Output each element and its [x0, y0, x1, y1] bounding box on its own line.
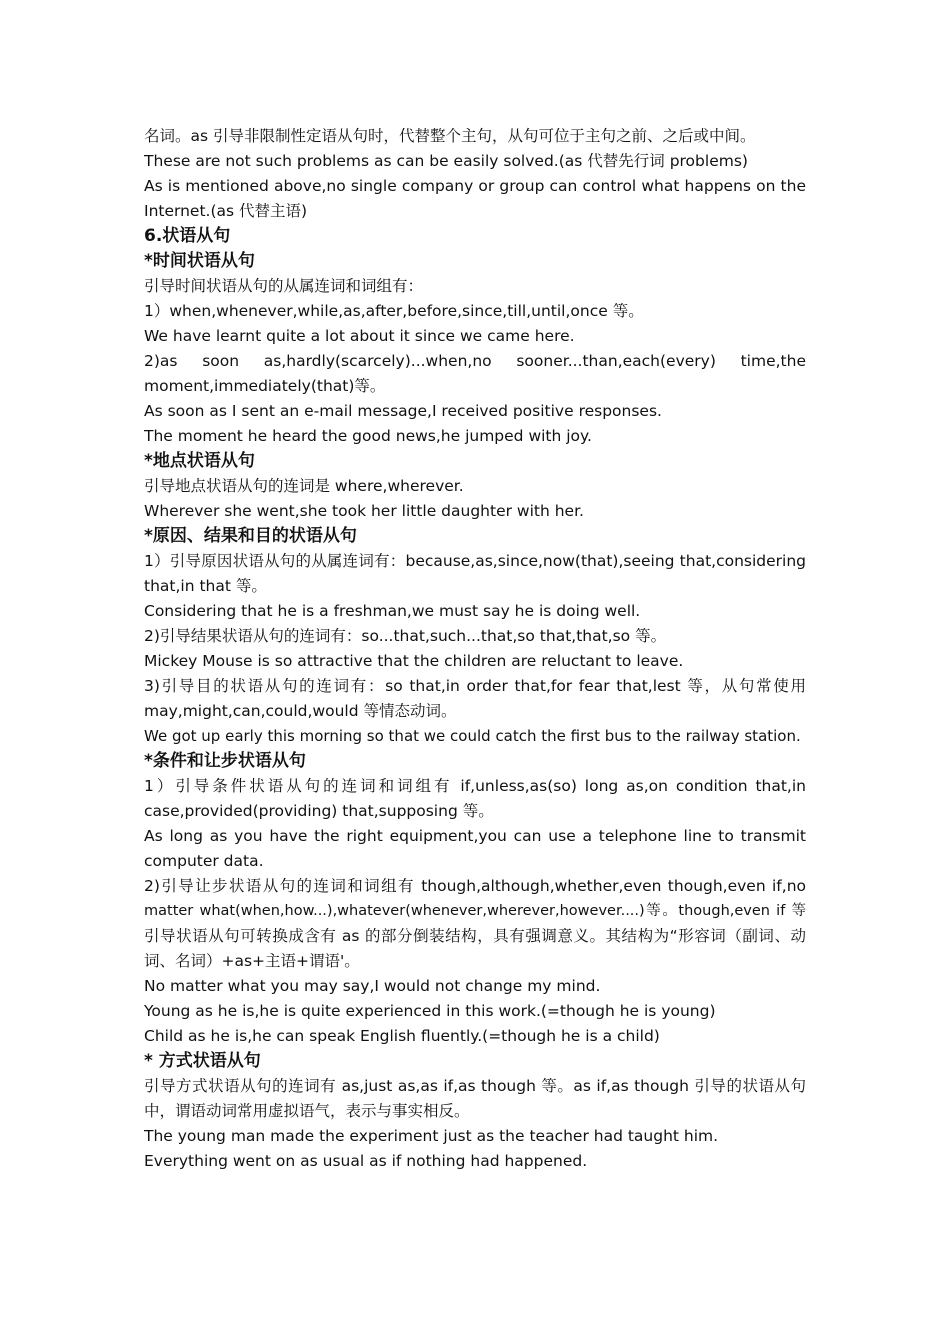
text-line: 引导状语从句可转换成含有 as 的部分倒装结构，具有强调意义。其结构为“形容词（副词、动 — [144, 927, 806, 945]
text-line: We have learnt quite a lot about it since we came here. — [144, 327, 575, 345]
text-line: Everything went on as usual as if nothing had happened. — [144, 1152, 588, 1170]
text-line: 1）引导原因状语从句的从属连词有：because,as,since,now(that),seeing that,considering — [144, 552, 806, 570]
text-line: may,might,can,could,would 等情态动词。 — [144, 702, 457, 720]
text-line: As soon as I sent an e-mail message,I received positive responses. — [144, 402, 662, 420]
text-line: Mickey Mouse is so attractive that the children are reluctant to leave. — [144, 652, 684, 670]
text-line: 1）when,whenever,while,as,after,before,since,till,until,once 等。 — [144, 302, 644, 320]
text-line: 中，谓语动词常用虚拟语气，表示与事实相反。 — [144, 1102, 470, 1120]
text-line: We got up early this morning so that we could catch the first bus to the railway station. — [144, 727, 801, 745]
text-line: 1）引导条件状语从句的连词和词组有 if,unless,as(so) long as,on condition that,in — [144, 777, 806, 795]
document-page — [144, 124, 806, 1174]
text-line: The young man made the experiment just as the teacher had taught him. — [144, 1127, 719, 1145]
text-line: 词、名词）+as+主语+谓语'。 — [144, 952, 360, 970]
text-line: 2)as soon as,hardly(scarcely)...when,no sooner...than,each(every) time,the — [144, 352, 806, 370]
text-line: computer data. — [144, 852, 264, 870]
text-line: 引导方式状语从句的连词有 as,just as,as if,as though 等。as if,as though 引导的状语从句 — [144, 1077, 806, 1095]
section-heading: *条件和让步状语从句 — [144, 751, 306, 771]
text-line: No matter what you may say,I would not change my mind. — [144, 977, 601, 995]
text-line: As long as you have the right equipment,you can use a telephone line to transmit — [144, 827, 806, 845]
text-line: 2)引导结果状语从句的连词有：so...that,such...that,so that,that,so 等。 — [144, 627, 667, 645]
text-line: that,in that 等。 — [144, 577, 267, 595]
section-heading: *地点状语从句 — [144, 451, 255, 471]
text-line: moment,immediately(that)等。 — [144, 377, 386, 395]
text-line: Wherever she went,she took her little daughter with her. — [144, 502, 584, 520]
text-line: 引导地点状语从句的连词是 where,wherever. — [144, 477, 464, 495]
text-line: Considering that he is a freshman,we must say he is doing well. — [144, 602, 641, 620]
text-line: 2)引导让步状语从句的连词和词组有 though,although,whether,even though,even if,no — [144, 877, 806, 895]
text-line: Internet.(as 代替主语) — [144, 202, 308, 220]
text-line: 引导时间状语从句的从属连词和词组有： — [144, 277, 424, 295]
text-line: As is mentioned above,no single company or group can control what happens on the — [144, 177, 806, 195]
text-line: 名词。as 引导非限制性定语从句时，代替整个主句，从句可位于主句之前、之后或中间。 — [144, 127, 756, 145]
text-line: Young as he is,he is quite experienced in this work.(=though he is young) — [144, 1002, 716, 1020]
section-heading: 6.状语从句 — [144, 226, 231, 246]
text-line: These are not such problems as can be easily solved.(as 代替先行词 problems) — [144, 152, 748, 170]
section-heading: *时间状语从句 — [144, 251, 255, 271]
text-line: The moment he heard the good news,he jumped with joy. — [144, 427, 592, 445]
section-heading: *原因、结果和目的状语从句 — [144, 526, 357, 546]
text-line: case,provided(providing) that,supposing 等。 — [144, 802, 494, 820]
section-heading: * 方式状语从句 — [144, 1051, 261, 1071]
text-line: matter what(when,how...),whatever(whenever,wherever,however....)等。though,even if 等 — [144, 903, 806, 919]
text-line: Child as he is,he can speak English fluently.(=though he is a child) — [144, 1027, 660, 1045]
text-line: 3)引导目的状语从句的连词有：so that,in order that,for fear that,lest 等，从句常使用 — [144, 677, 806, 695]
